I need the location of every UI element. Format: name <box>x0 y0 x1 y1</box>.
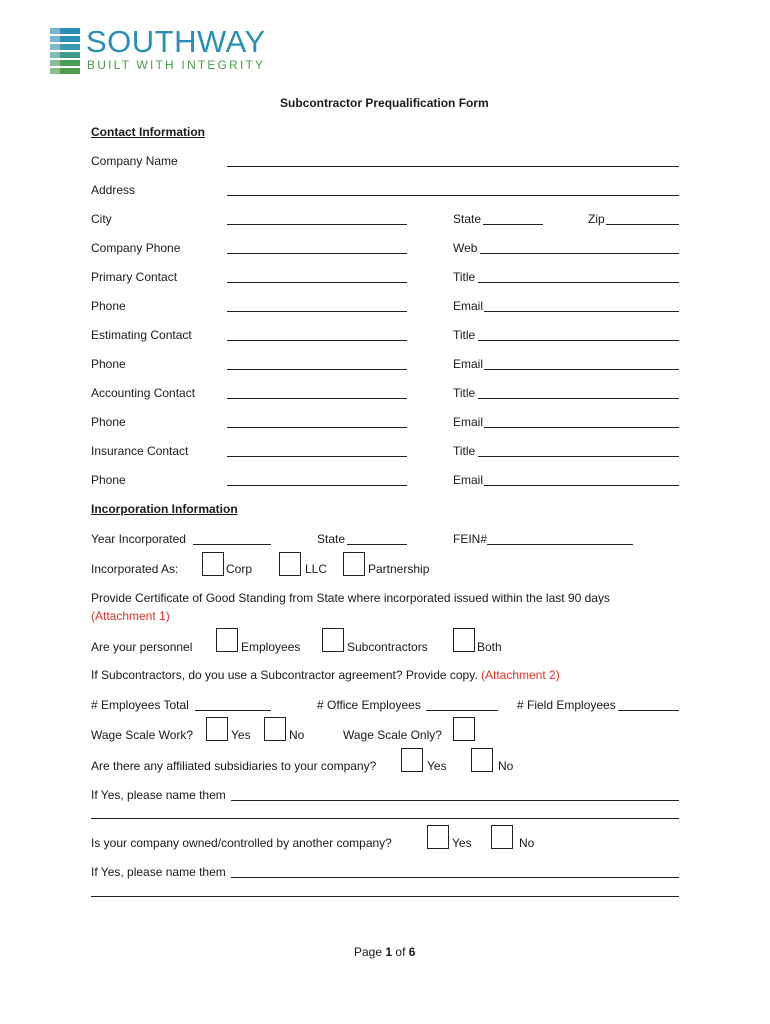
subcontractors-checkbox[interactable] <box>322 628 344 652</box>
wage-scale-no-label: No <box>289 728 305 742</box>
inc-state-label: State <box>317 532 346 546</box>
city-label: City <box>91 212 112 226</box>
zip-label: Zip <box>588 212 605 226</box>
field-employees-label: # Field Employees <box>517 698 616 712</box>
wage-scale-work-label: Wage Scale Work? <box>91 728 194 742</box>
employees-checkbox[interactable] <box>216 628 238 652</box>
estimating-contact-label: Estimating Contact <box>91 328 192 342</box>
llc-checkbox[interactable] <box>279 552 301 576</box>
insurance-phone-field[interactable] <box>227 485 407 486</box>
accounting-email-field[interactable] <box>484 427 679 428</box>
personnel-label: Are your personnel <box>91 640 193 654</box>
accounting-contact-field[interactable] <box>227 398 407 399</box>
estimating-title-field[interactable] <box>478 340 679 341</box>
owned-yes-label: Yes <box>452 836 472 850</box>
corp-label: Corp <box>226 562 253 576</box>
llc-label: LLC <box>305 562 328 576</box>
affiliated-name-label: If Yes, please name them <box>91 788 226 802</box>
state-label: State <box>453 212 482 226</box>
page-number <box>354 945 415 959</box>
affiliated-name-field-2[interactable] <box>91 818 679 819</box>
field-employees-field[interactable] <box>618 710 679 711</box>
insurance-contact-field[interactable] <box>227 456 407 457</box>
wage-scale-only-checkbox[interactable] <box>453 717 475 741</box>
page-of: of <box>395 945 406 959</box>
office-employees-field[interactable] <box>426 710 498 711</box>
page-current: 1 <box>385 945 393 959</box>
owned-no-checkbox[interactable] <box>491 825 513 849</box>
both-label: Both <box>477 640 502 654</box>
estimating-email-label: Email <box>453 357 484 371</box>
wage-scale-only-label: Wage Scale Only? <box>343 728 442 742</box>
insurance-title-field[interactable] <box>478 456 679 457</box>
partnership-label: Partnership <box>368 562 430 576</box>
logo-tagline: BUILT WITH INTEGRITY <box>87 58 266 72</box>
primary-title-field[interactable] <box>478 282 679 283</box>
wage-scale-yes-label: Yes <box>231 728 251 742</box>
fein-label: FEIN# <box>453 532 488 546</box>
insurance-phone-label: Phone <box>91 473 126 487</box>
accounting-title-field[interactable] <box>478 398 679 399</box>
primary-contact-field[interactable] <box>227 282 407 283</box>
form-title: Subcontractor Prequalification Form <box>280 96 489 110</box>
company-phone-field[interactable] <box>227 253 407 254</box>
owned-yes-checkbox[interactable] <box>427 825 449 849</box>
company-logo <box>48 26 273 78</box>
wage-scale-yes-checkbox[interactable] <box>206 717 228 741</box>
affiliated-label: Are there any affiliated subsidiaries to your company? <box>91 759 377 773</box>
owned-name-field-2[interactable] <box>91 896 679 897</box>
city-field[interactable] <box>227 224 407 225</box>
employees-total-field[interactable] <box>195 710 271 711</box>
page-total: 6 <box>408 945 416 959</box>
good-standing-text: Provide Certificate of Good Standing from State where incorporated issued within the last 90 days <box>91 591 610 605</box>
employees-label: Employees <box>241 640 301 654</box>
attachment1-text: (Attachment 1) <box>91 609 170 623</box>
estimating-phone-label: Phone <box>91 357 126 371</box>
zip-field[interactable] <box>606 224 679 225</box>
company-name-field[interactable] <box>227 166 679 167</box>
insurance-email-field[interactable] <box>484 485 679 486</box>
company-phone-label: Company Phone <box>91 241 181 255</box>
affiliated-yes-label: Yes <box>427 759 447 773</box>
fein-field[interactable] <box>487 544 633 545</box>
accounting-contact-label: Accounting Contact <box>91 386 196 400</box>
estimating-contact-field[interactable] <box>227 340 407 341</box>
contact-heading: Contact Information <box>91 125 205 139</box>
corp-checkbox[interactable] <box>202 552 224 576</box>
insurance-title-label: Title <box>453 444 476 458</box>
primary-phone-field[interactable] <box>227 311 407 312</box>
owned-no-label: No <box>519 836 535 850</box>
affiliated-no-label: No <box>498 759 514 773</box>
estimating-email-field[interactable] <box>484 369 679 370</box>
inc-state-field[interactable] <box>347 544 407 545</box>
partnership-checkbox[interactable] <box>343 552 365 576</box>
sub-agreement-text <box>91 668 560 682</box>
accounting-phone-field[interactable] <box>227 427 407 428</box>
company-name-label: Company Name <box>91 154 178 168</box>
office-employees-label: # Office Employees <box>317 698 421 712</box>
wage-scale-no-checkbox[interactable] <box>264 717 286 741</box>
sub-agreement-question: If Subcontractors, do you use a Subcontractor agreement? Provide copy. <box>91 668 478 682</box>
logo-name: SOUTHWAY <box>86 24 266 59</box>
year-incorporated-field[interactable] <box>193 544 271 545</box>
incorporated-as-label: Incorporated As: <box>91 562 179 576</box>
primary-contact-label: Primary Contact <box>91 270 178 284</box>
incorporation-heading: Incorporation Information <box>91 502 238 516</box>
insurance-contact-label: Insurance Contact <box>91 444 189 458</box>
affiliated-no-checkbox[interactable] <box>471 748 493 772</box>
employees-total-label: # Employees Total <box>91 698 189 712</box>
subcontractors-label: Subcontractors <box>347 640 428 654</box>
owned-name-label: If Yes, please name them <box>91 865 226 879</box>
address-label: Address <box>91 183 136 197</box>
primary-phone-label: Phone <box>91 299 126 313</box>
primary-title-label: Title <box>453 270 476 284</box>
state-field[interactable] <box>483 224 543 225</box>
primary-email-label: Email <box>453 299 484 313</box>
year-incorporated-label: Year Incorporated <box>91 532 186 546</box>
affiliated-yes-checkbox[interactable] <box>401 748 423 772</box>
estimating-phone-field[interactable] <box>227 369 407 370</box>
insurance-email-label: Email <box>453 473 484 487</box>
web-field[interactable] <box>480 253 679 254</box>
logo-stripes-icon <box>48 26 82 76</box>
attachment2-text: (Attachment 2) <box>481 668 560 682</box>
web-label: Web <box>453 241 478 255</box>
address-field[interactable] <box>227 195 679 196</box>
accounting-email-label: Email <box>453 415 484 429</box>
accounting-phone-label: Phone <box>91 415 126 429</box>
affiliated-name-field[interactable] <box>231 800 679 801</box>
owned-label: Is your company owned/controlled by another company? <box>91 836 392 850</box>
owned-name-field[interactable] <box>231 877 679 878</box>
estimating-title-label: Title <box>453 328 476 342</box>
both-checkbox[interactable] <box>453 628 475 652</box>
primary-email-field[interactable] <box>484 311 679 312</box>
page-prefix: Page <box>354 945 383 959</box>
accounting-title-label: Title <box>453 386 476 400</box>
